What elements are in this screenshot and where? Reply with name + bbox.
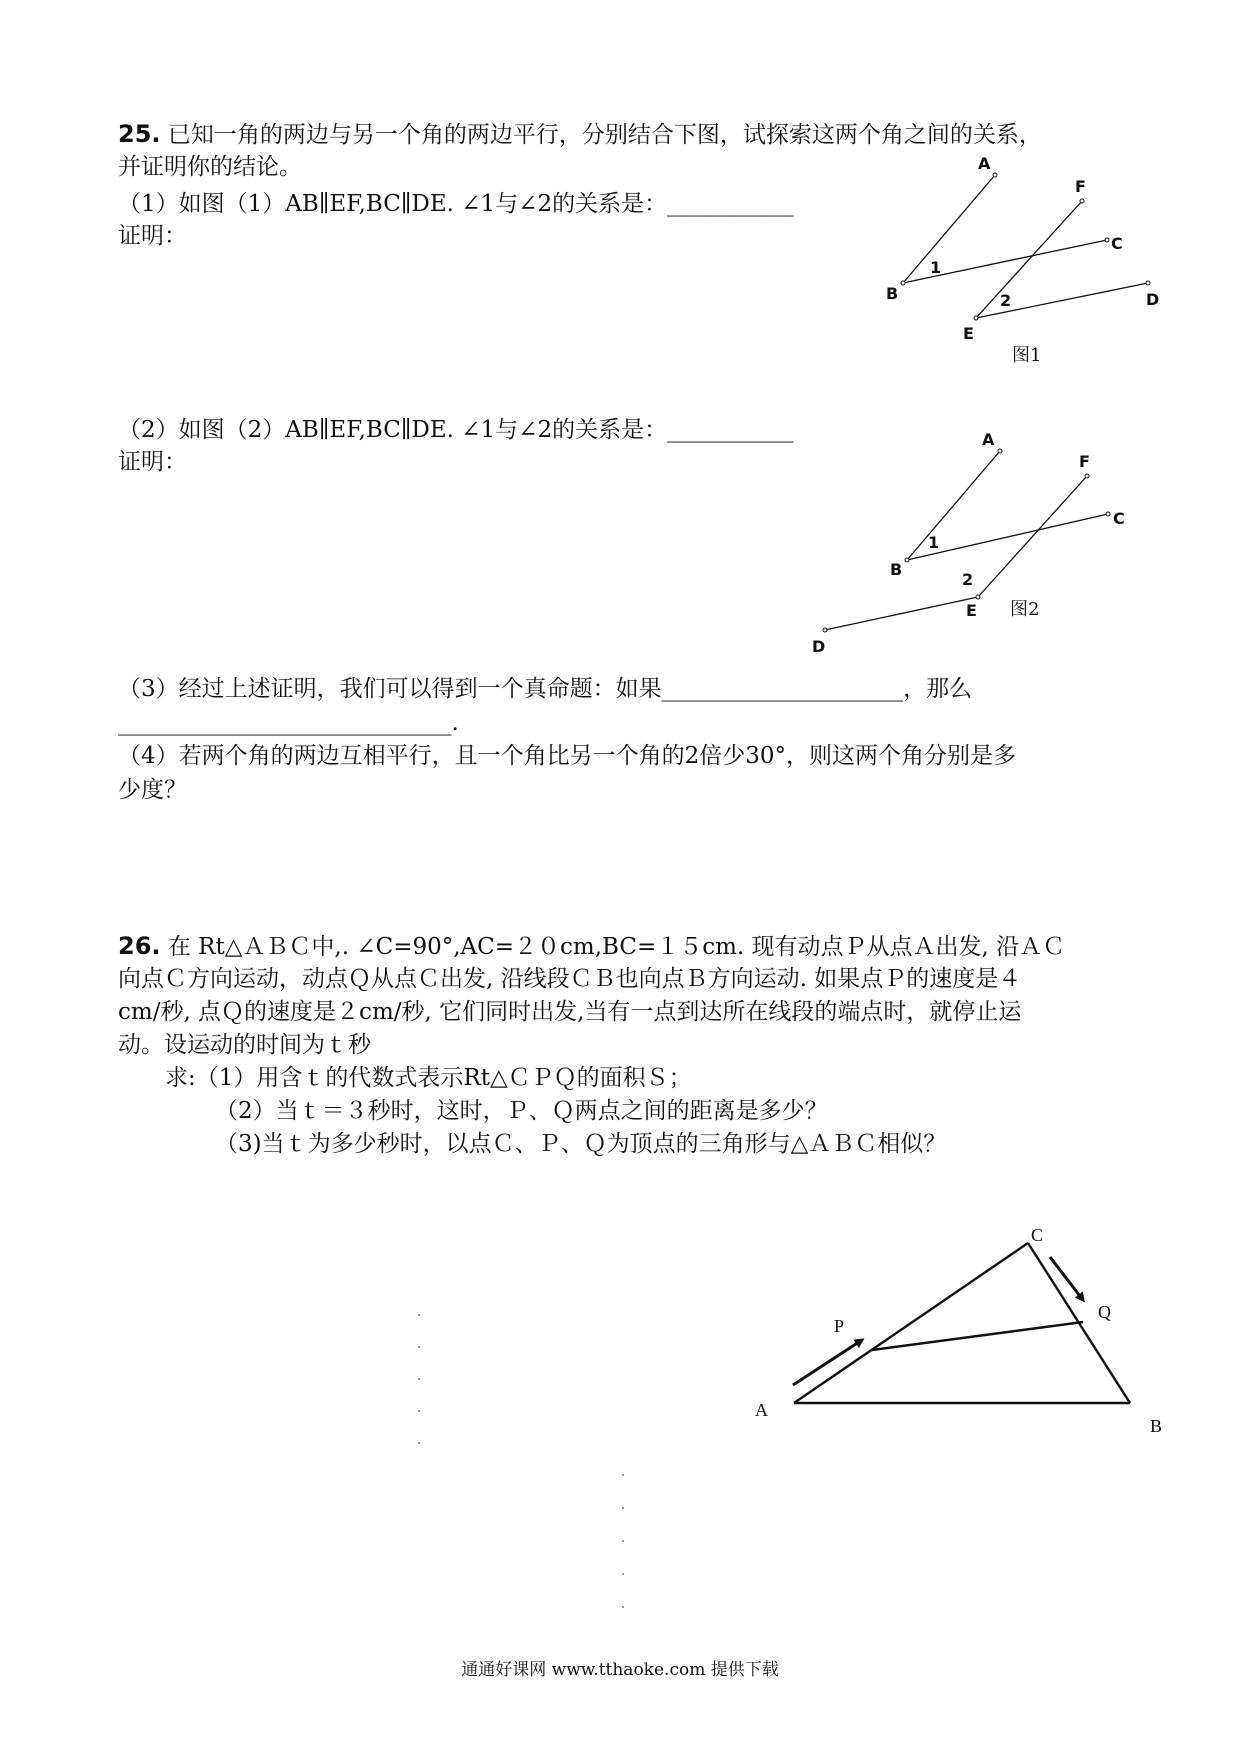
fig2-angle-1: 1	[928, 533, 940, 552]
dot-column-left	[414, 1310, 424, 1450]
triangle-label-b: B	[1150, 1416, 1163, 1436]
q25-stem-line1	[118, 118, 1042, 151]
fig2-line-ed	[825, 597, 978, 630]
triangle-side-ac	[794, 1243, 1028, 1403]
fig1-line-ef	[976, 201, 1082, 318]
fig2-line-ef	[978, 476, 1087, 597]
fig1-label-d: D	[1146, 290, 1160, 309]
fig1-label-f: F	[1075, 177, 1086, 196]
q26-line1-text: 在 Rt△ＡＢＣ中,. ∠C=90°,AC=２０cm,BC=１５cm. 现有动点Ｐ从点Ａ出发, 沿ＡＣ	[167, 934, 1066, 960]
fig2-angle-2: 2	[962, 570, 974, 589]
q25-proof2-label: 证明：	[118, 449, 187, 475]
q25-part4-line2: 少度？	[118, 777, 187, 803]
figure-1	[880, 150, 1160, 380]
fig2-label-e: E	[966, 601, 977, 620]
fig2-caption: 图2	[1010, 599, 1040, 620]
fig2-label-b: B	[890, 560, 903, 579]
page-footer: 通通好课网 www.tthaoke.com 提供下载	[461, 1660, 779, 1680]
q26-line1	[118, 930, 1065, 963]
q25-number: 25.	[118, 120, 161, 148]
dot-column-right	[618, 1470, 628, 1620]
q26-line3: cm/秒, 点Ｑ的速度是２cm/秒, 它们同时出发,当有一点到达所在线段的端点时，就停止运	[118, 999, 1022, 1025]
fig2-label-a: A	[982, 430, 995, 449]
fig1-angle-1: 1	[930, 258, 942, 277]
q26-number: 26.	[118, 932, 161, 960]
fig1-label-b: B	[886, 284, 899, 303]
q25-part3-line2: _____________________________.	[118, 710, 459, 736]
fig1-label-a: A	[978, 154, 991, 173]
q26-ask1: 求:（1）用含ｔ的代数式表示Rt△ＣＰＱ的面积Ｓ；	[165, 1065, 692, 1091]
fig2-line-ba	[907, 451, 1000, 560]
q26-ask3: （3)当ｔ为多少秒时，以点Ｃ、Ｐ、Ｑ为顶点的三角形与△ＡＢＣ相似？	[215, 1131, 947, 1157]
fig2-label-c: C	[1113, 509, 1125, 528]
q25-stem-line2: 并证明你的结论。	[118, 154, 302, 180]
q25-proof1-label: 证明：	[118, 223, 187, 249]
fig1-angle-2: 2	[1000, 291, 1012, 310]
fig2-label-d: D	[812, 637, 826, 656]
arrow-q-direction	[1050, 1257, 1083, 1300]
q25-part4-line1: （4）若两个角的两边互相平行，且一个角比另一个角的2倍少30°，则这两个角分别是多	[118, 743, 1017, 769]
triangle-label-a: A	[755, 1400, 768, 1420]
figure-2	[800, 425, 1140, 655]
fig1-caption: 图1	[1012, 345, 1042, 366]
fig2-label-f: F	[1079, 452, 1090, 471]
figure-triangle	[740, 1200, 1163, 1436]
triangle-label-c: C	[1031, 1225, 1044, 1245]
triangle-label-p: P	[834, 1316, 845, 1336]
q25-stem-text: 已知一角的两边与另一个角的两边平行，分别结合下图，试探索这两个角之间的关系，	[167, 122, 1042, 148]
q26-line4: 动。设运动的时间为ｔ秒	[118, 1032, 371, 1058]
fig1-label-c: C	[1111, 234, 1123, 253]
q26-ask2: （2）当ｔ＝３秒时，这时，Ｐ、Ｑ两点之间的距离是多少？	[215, 1098, 828, 1124]
q26-line2: 向点Ｃ方向运动，动点Ｑ从点Ｃ出发, 沿线段ＣＢ也向点Ｂ方向运动. 如果点Ｐ的速度是４	[118, 966, 1022, 992]
segment-pq	[872, 1322, 1083, 1350]
q25-part3-line1: （3）经过上述证明，我们可以得到一个真命题：如果_____________________，那么	[118, 676, 973, 702]
q25-part2: （2）如图（2）AB∥EF,BC∥DE. ∠1与∠2的关系是：___________	[118, 417, 794, 443]
triangle-label-q: Q	[1098, 1302, 1111, 1322]
fig1-label-e: E	[963, 324, 974, 343]
q25-part1: （1）如图（1）AB∥EF,BC∥DE. ∠1与∠2的关系是：___________	[118, 191, 794, 217]
